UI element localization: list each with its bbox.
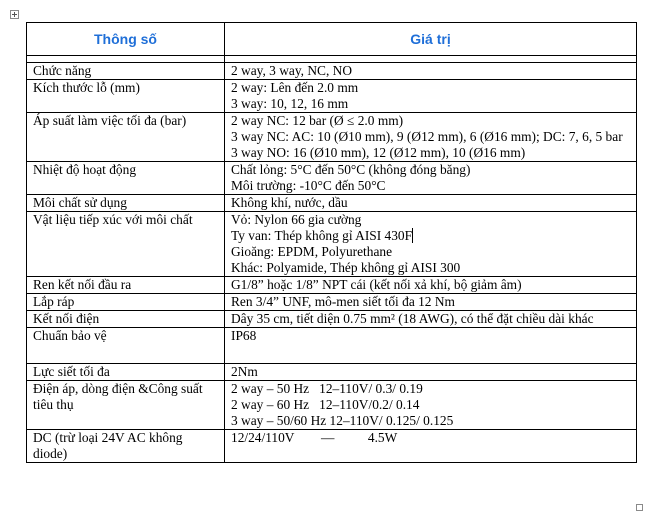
value-line: Vỏ: Nylon 66 gia cường [231, 212, 362, 227]
row-value [225, 430, 637, 463]
table-row [27, 328, 637, 364]
table-row [27, 195, 637, 212]
value-line: 2 way – 50 Hz 12–110V/ 0.3/ 0.19 [231, 381, 423, 396]
table-row [27, 80, 637, 113]
table-row [27, 63, 637, 80]
value-line: Gioăng: EPDM, Polyurethane [231, 244, 393, 259]
value-line: IP68 [231, 328, 257, 343]
value-line: 12/24/110V — 4.5W [231, 430, 398, 445]
row-param: Vật liệu tiếp xúc với môi chất [27, 212, 225, 277]
value-line: Dây 35 cm, tiết diện 0.75 mm² (18 AWG), có thể đặt chiều dài khác [231, 311, 594, 326]
value-line: 2 way – 60 Hz 12–110V/0.2/ 0.14 [231, 397, 420, 412]
table-spacer-row [27, 56, 637, 63]
row-param: Chức năng [27, 63, 225, 80]
row-param: Lắp ráp [27, 294, 225, 311]
value-line [231, 228, 632, 244]
row-value [225, 63, 637, 80]
row-param: Kết nối điện [27, 311, 225, 328]
spec-table [26, 22, 637, 463]
row-value [225, 277, 637, 294]
table-resize-handle-icon[interactable] [636, 504, 643, 511]
value-line: 3 way NO: 16 (Ø10 mm), 12 (Ø12 mm), 10 (Ø16 mm) [231, 145, 526, 160]
value-line: Ren 3/4” UNF, mô-men siết tối đa 12 Nm [231, 294, 455, 309]
header-param: Thông số [27, 23, 225, 56]
value-line: 3 way: 10, 12, 16 mm [231, 96, 349, 111]
value-line: Môi trường: -10°C đến 50°C [231, 178, 386, 193]
value-line: 2 way NC: 12 bar (Ø ≤ 2.0 mm) [231, 113, 404, 128]
row-param: Nhiệt độ hoạt động [27, 162, 225, 195]
table-row [27, 294, 637, 311]
row-value [225, 364, 637, 381]
table-move-handle-icon[interactable] [10, 10, 19, 19]
row-value [225, 113, 637, 162]
row-value [225, 80, 637, 113]
header-value: Giá trị [225, 23, 637, 56]
row-value [225, 162, 637, 195]
value-line: 3 way – 50/60 Hz 12–110V/ 0.125/ 0.125 [231, 413, 454, 428]
row-value [225, 311, 637, 328]
table-row [27, 277, 637, 294]
table-row [27, 212, 637, 277]
row-value [225, 294, 637, 311]
value-line: Không khí, nước, dầu [231, 195, 348, 210]
table-row [27, 381, 637, 430]
row-param: Lực siết tối đa [27, 364, 225, 381]
row-value [225, 195, 637, 212]
row-value [225, 212, 637, 277]
row-param: Kích thước lỗ (mm) [27, 80, 225, 113]
row-param: Môi chất sử dụng [27, 195, 225, 212]
value-line: 2 way, 3 way, NC, NO [231, 63, 352, 78]
row-param: Chuẩn bảo vệ [27, 328, 225, 364]
table-row [27, 162, 637, 195]
value-line: 2Nm [231, 364, 258, 379]
value-line: Khác: Polyamide, Thép không gỉ AISI 300 [231, 260, 461, 275]
row-value [225, 328, 637, 364]
text-cursor[interactable]: Ty van: Thép không gỉ AISI 430F [231, 228, 413, 243]
table-row [27, 113, 637, 162]
row-value [225, 381, 637, 430]
value-line: 2 way: Lên đến 2.0 mm [231, 80, 359, 95]
row-param: DC (trừ loại 24V AC không diode) [27, 430, 225, 463]
table-row [27, 430, 637, 463]
table-row [27, 364, 637, 381]
table-row [27, 311, 637, 328]
value-line: Chất lỏng: 5°C đến 50°C (không đóng băng) [231, 162, 471, 177]
row-param: Áp suất làm việc tối đa (bar) [27, 113, 225, 162]
row-param: Điện áp, dòng điện &Công suất tiêu thụ [27, 381, 225, 430]
row-param: Ren kết nối đầu ra [27, 277, 225, 294]
table-header-row [27, 23, 637, 56]
value-line: 3 way NC: AC: 10 (Ø10 mm), 9 (Ø12 mm), 6 (Ø16 mm); DC: 7, 6, 5 bar [231, 129, 623, 144]
value-line: G1/8” hoặc 1/8” NPT cái (kết nối xả khí, bộ giảm âm) [231, 277, 522, 292]
